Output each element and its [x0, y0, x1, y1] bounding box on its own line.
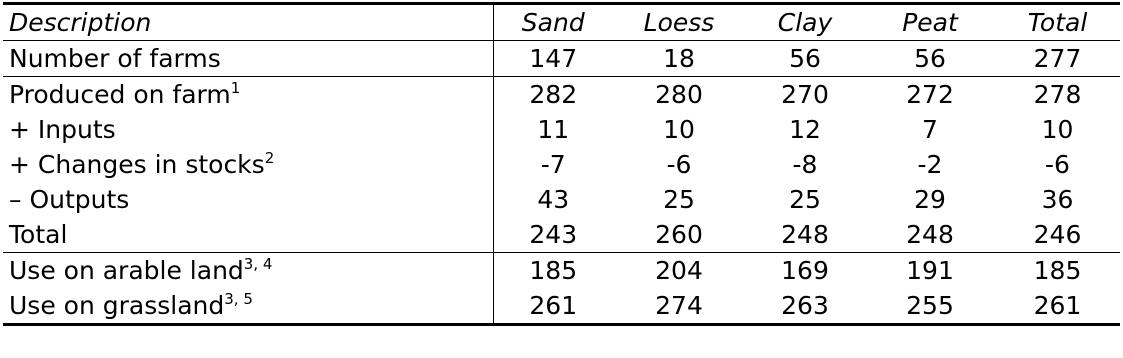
cell-clay: 25: [789, 185, 821, 214]
cell-loess: 280: [655, 80, 703, 109]
cell-peat: 255: [865, 288, 995, 325]
table-row: [3, 182, 1120, 217]
table-row: [3, 253, 1120, 289]
header-description: Description: [3, 4, 493, 41]
cell-total: 185: [1033, 256, 1082, 285]
cell-peat: 272: [906, 80, 954, 109]
cell-sand: 261: [493, 288, 613, 325]
cell-loess: 10: [663, 115, 695, 144]
header-clay: Clay: [745, 4, 865, 41]
header-total: Total: [995, 4, 1120, 41]
cell-total: 277: [995, 41, 1120, 77]
cell-loess: 274: [613, 288, 745, 325]
cell-total: 278: [1033, 80, 1082, 109]
cell-sand: 11: [537, 115, 570, 144]
header-loess: Loess: [613, 4, 745, 41]
cell-clay: 56: [745, 41, 865, 77]
table-header-row: [3, 4, 1120, 41]
cell-sand: -7: [540, 150, 566, 179]
table-row: [3, 288, 1120, 325]
cell-clay: -8: [792, 150, 818, 179]
cell-loess: -6: [666, 150, 692, 179]
cell-total: 10: [1041, 115, 1074, 144]
header-peat: Peat: [865, 4, 995, 41]
row-label: + Inputs: [3, 112, 493, 147]
cell-clay: 169: [781, 256, 829, 285]
cell-clay: 270: [781, 80, 829, 109]
cell-total: 261: [995, 288, 1120, 325]
table-row: [3, 77, 1120, 113]
cell-sand: 43: [537, 185, 570, 214]
table-row: [3, 217, 1120, 253]
cell-peat: 191: [906, 256, 954, 285]
cell-peat: 29: [914, 185, 946, 214]
table-row: [3, 112, 1120, 147]
cell-sand: 243: [493, 217, 613, 253]
row-label: Total: [3, 217, 493, 253]
row-label: Use on arable land$^{3, 4}$: [3, 253, 493, 289]
row-label: Use on grassland$^{3, 5}$: [3, 288, 493, 325]
cell-clay: 263: [745, 288, 865, 325]
cell-total: -6: [1045, 150, 1070, 179]
cell-sand: 147: [493, 41, 613, 77]
cell-peat: 7: [922, 115, 938, 144]
cell-total: 36: [1041, 185, 1074, 214]
cell-loess: 260: [613, 217, 745, 253]
farm-data-table: [3, 2, 1120, 326]
cell-clay: 248: [745, 217, 865, 253]
cell-sand: 282: [529, 80, 578, 109]
cell-sand: 185: [529, 256, 578, 285]
cell-loess: 25: [663, 185, 695, 214]
table-row: [3, 41, 1120, 77]
row-label: – Outputs: [3, 182, 493, 217]
cell-peat: 248: [865, 217, 995, 253]
row-label: Number of farms: [3, 41, 493, 77]
row-label: + Changes in stocks$^2$: [3, 147, 493, 182]
table-row: [3, 147, 1120, 182]
header-sand: Sand: [493, 4, 613, 41]
cell-clay: 12: [789, 115, 821, 144]
cell-peat: 56: [865, 41, 995, 77]
cell-total: 246: [995, 217, 1120, 253]
cell-loess: 18: [613, 41, 745, 77]
cell-peat: -2: [917, 150, 943, 179]
cell-loess: 204: [655, 256, 703, 285]
row-label: Produced on farm$^1$: [3, 77, 493, 113]
